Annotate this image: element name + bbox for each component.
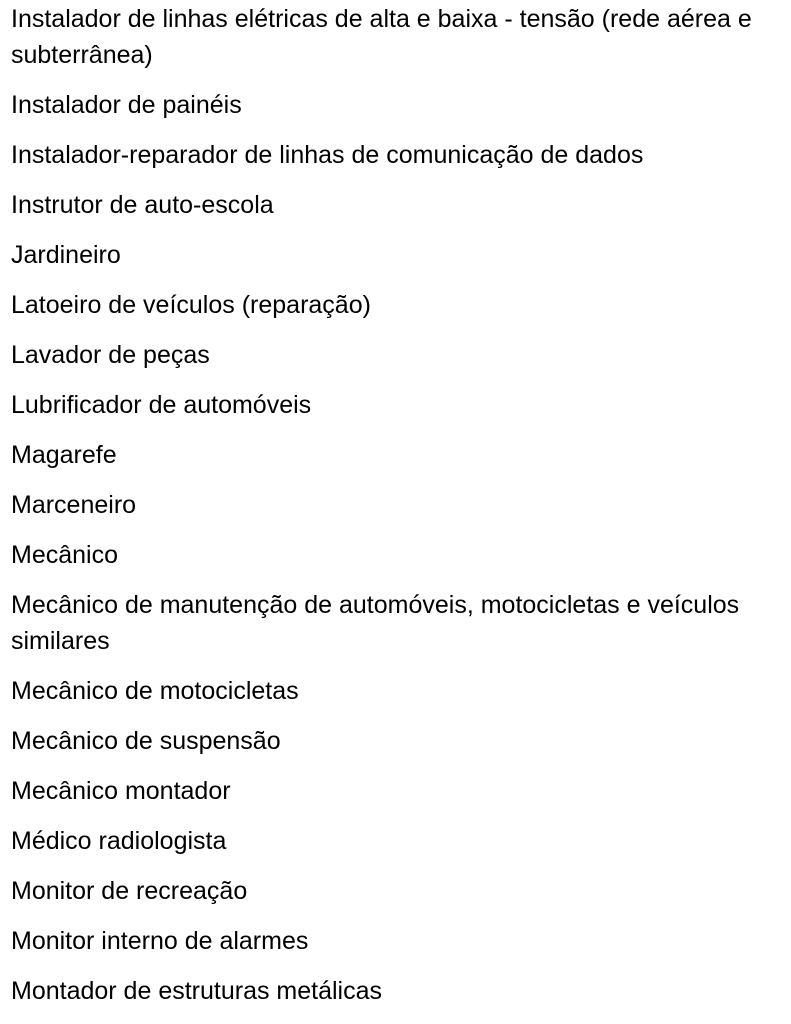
list-item: Lavador de peças — [11, 341, 210, 369]
list-item: Instrutor de auto-escola — [11, 191, 274, 219]
list-item: Monitor de recreação — [11, 877, 248, 905]
list-item: Instalador de painéis — [11, 91, 242, 119]
list-item: Mecânico montador — [11, 777, 231, 805]
list-item: Instalador-reparador de linhas de comunicação de dados — [11, 141, 644, 169]
list-item: Mecânico de suspensão — [11, 727, 281, 755]
list-item: Jardineiro — [11, 241, 121, 269]
list-item: Marceneiro — [11, 491, 137, 519]
list-item: Montador de estruturas metálicas — [11, 977, 383, 1005]
occupation-list — [11, 1, 767, 1009]
list-item: Monitor interno de alarmes — [11, 927, 309, 955]
list-item: Mecânico de motocicletas — [11, 677, 299, 705]
list-item: Mecânico — [11, 541, 118, 569]
list-item: Magarefe — [11, 441, 117, 469]
list-item: Mecânico de manutenção de automóveis, motocicletas e veículos similares — [11, 591, 740, 655]
list-item: Latoeiro de veículos (reparação) — [11, 291, 371, 319]
list-item: Lubrificador de automóveis — [11, 391, 312, 419]
list-item: Médico radiologista — [11, 827, 227, 855]
list-item: Instalador de linhas elétricas de alta e baixa - tensão (rede aérea e subterrânea) — [11, 5, 752, 69]
